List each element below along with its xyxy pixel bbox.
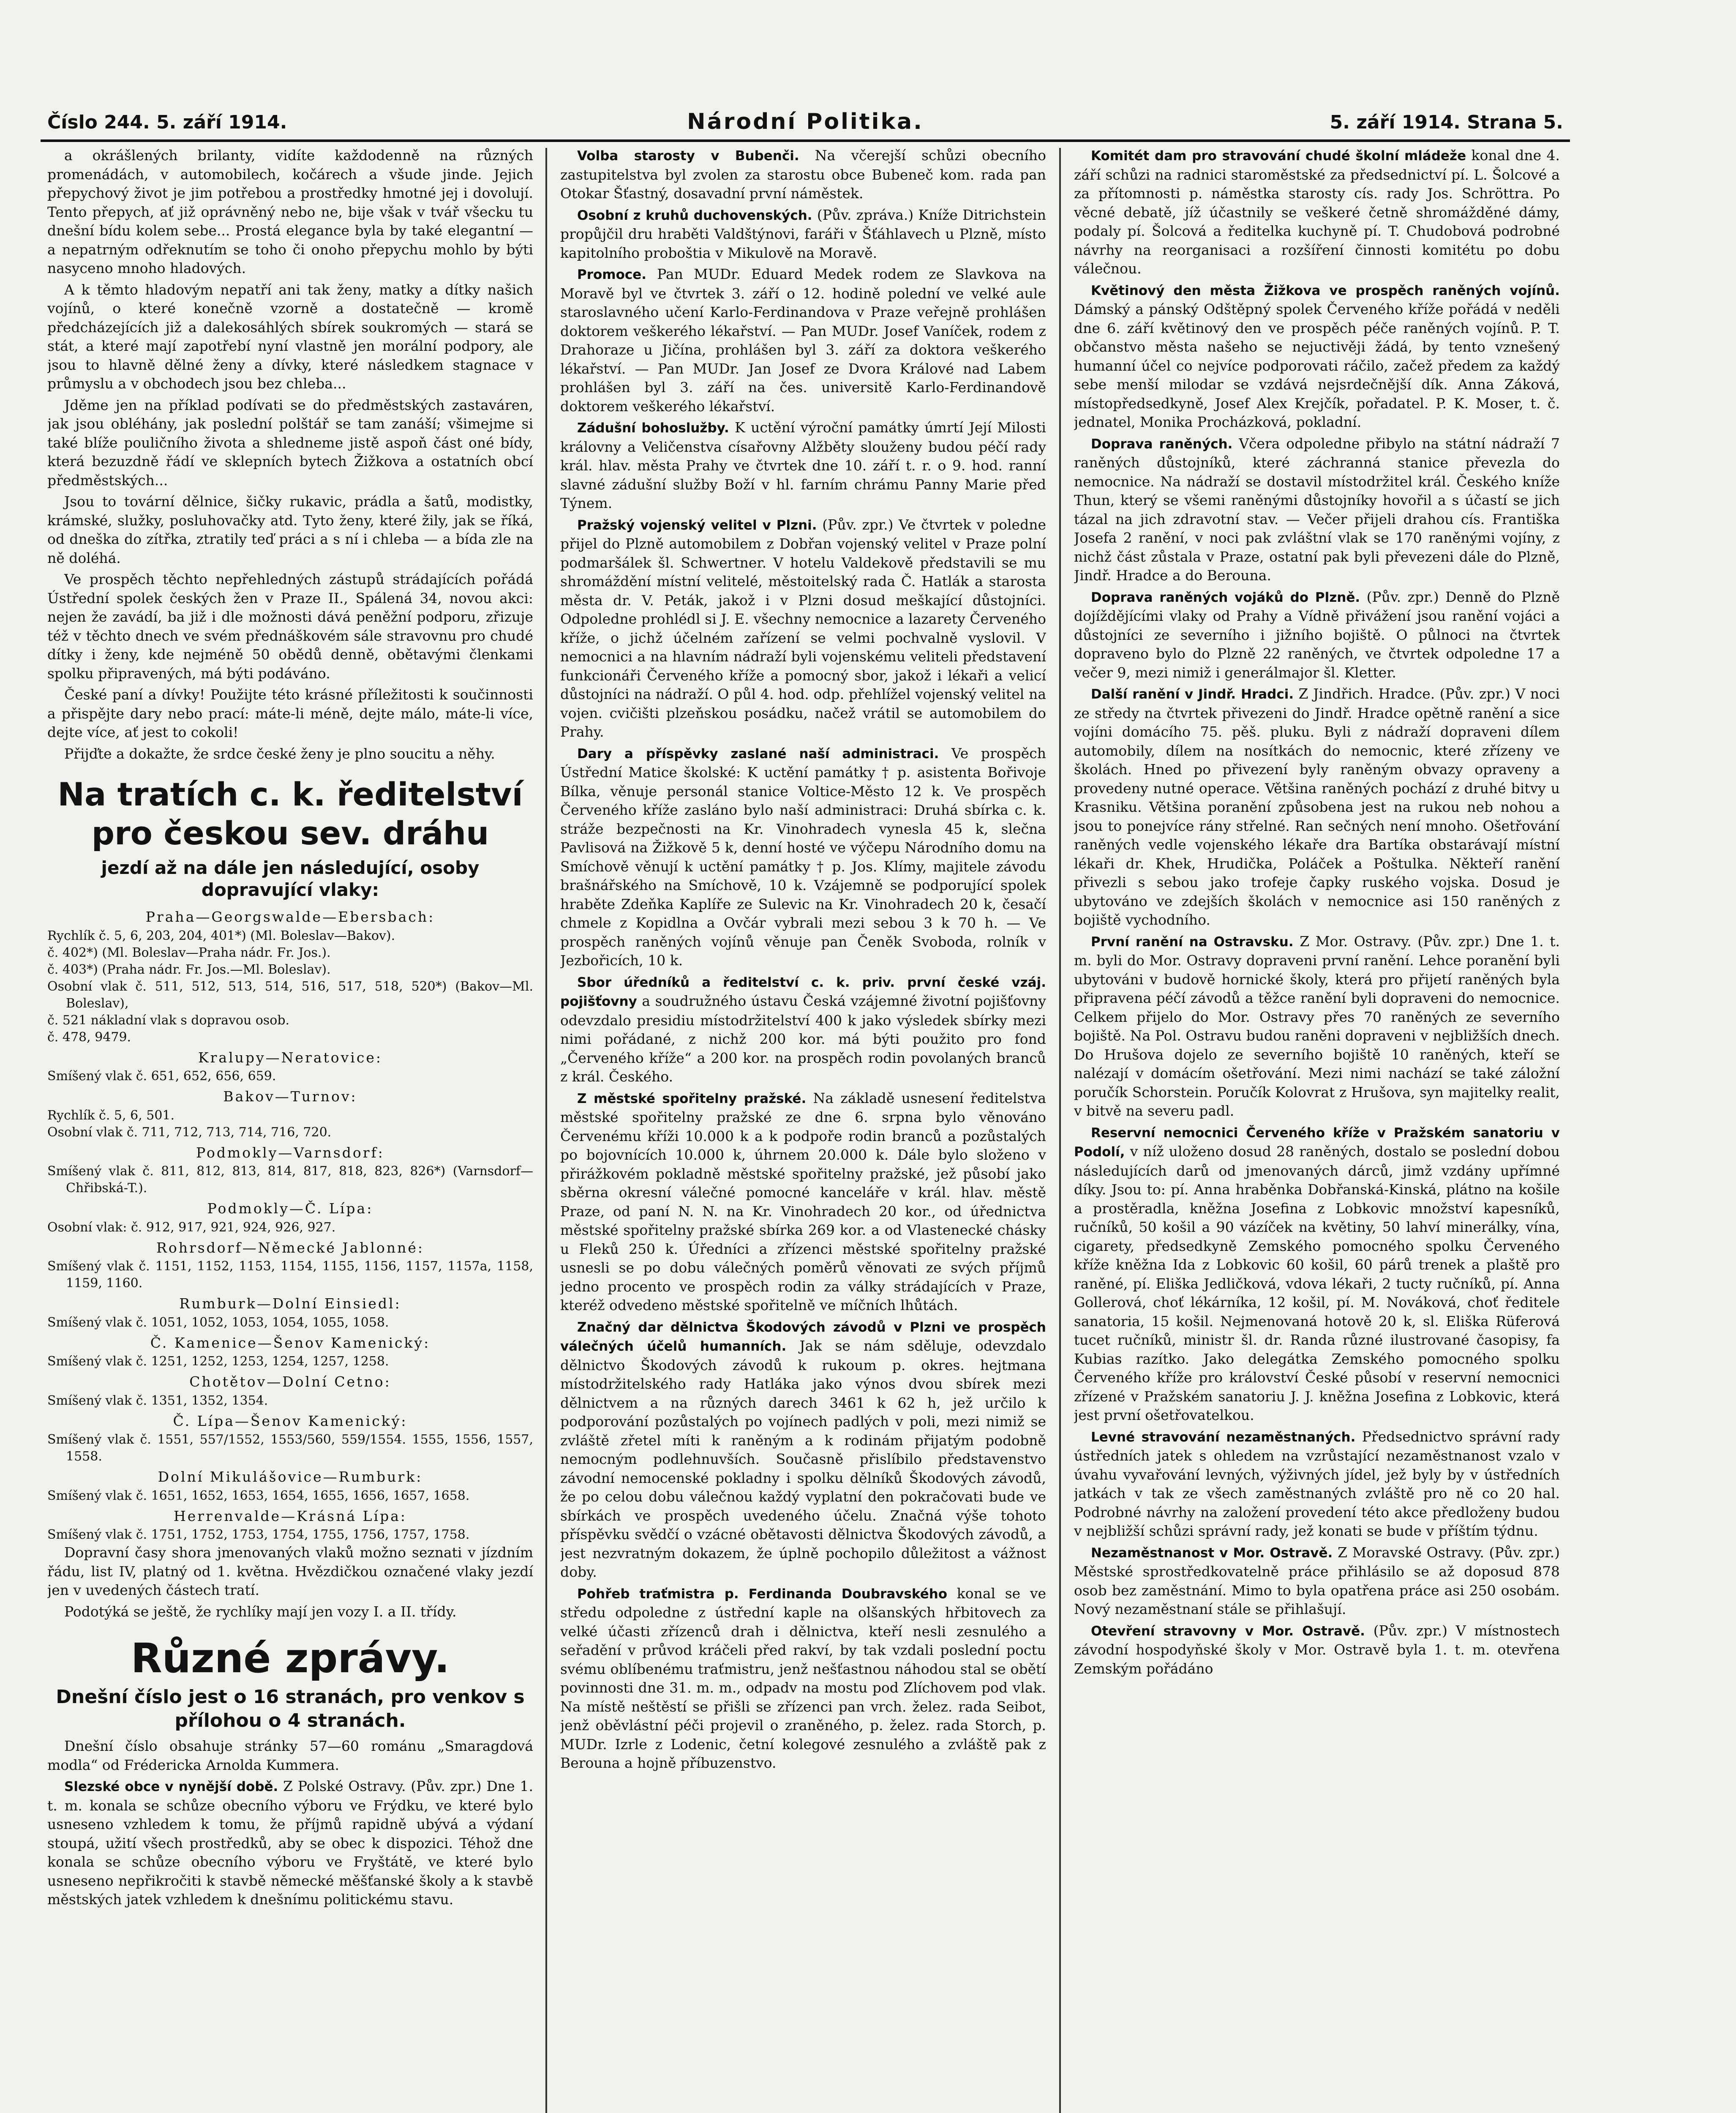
route-name: Chotětov—Dolní Cetno: xyxy=(189,1373,391,1390)
route-name: Č. Lípa—Šenov Kamenický: xyxy=(173,1412,408,1429)
railway-note: Dopravní časy shora jmenovaných vlaků možno seznati v jízdním řádu, list IV, platný od 1. května. Hvězdičkou označené vlaky jezdí jen v uvedených částech tratí. xyxy=(47,1544,533,1598)
news-headline: Další ranění v Jindř. Hradci. xyxy=(1091,687,1294,702)
news-text: Včera odpoledne přibylo na státní nádraží 7 raněných důstojníků, které záchranná stanice převezla do nemocnice. Na nádraží se dostavil místodržitel král. Českého kníže Thun, který se všemi raněnými důstojníky hovořil a s účastí se jich tázal na jich zdravotní stav. — Večer přijeli drahou cís. Františka Josefa 2 ranění, v noci pak zvláštní vlak se 170 raněnými vojíny, z nichž část zůstala v Praze, ostatní pak byli převezeni dále do Plzně, Jindř. Hradce a do Berouna. xyxy=(1074,435,1560,584)
railway-note: Podotýká se ještě, že rychlíky mají jen vozy I. a II. třídy. xyxy=(64,1603,457,1620)
news-item xyxy=(560,516,1046,742)
news-item xyxy=(1074,281,1560,432)
section-heading: Různé zprávy. xyxy=(131,1635,450,1682)
route-name: Podmokly—Varnsdorf: xyxy=(196,1144,384,1161)
route-trains: č. 402*) (Ml. Boleslav—Praha nádr. Fr. Jos.). xyxy=(47,945,331,960)
news-text: a soudružného ústavu Česká vzájemné životní pojišťovny odevzdalo presidiu místodržitelství 400 k jako výsledek sbírky mezi nimi pořádané, z nichž 200 kor. má býti použito pro fond „Červeného kříže“ a 200 kor. na prospěch rodin povolaných branců z král. Českého. xyxy=(560,993,1046,1085)
route-trains: Smíšený vlak č. 1351, 1352, 1354. xyxy=(47,1393,268,1408)
route-trains: Osobní vlak č. 711, 712, 713, 714, 716, 720. xyxy=(47,1125,332,1140)
novel-notice: Dnešní číslo obsahuje stránky 57—60 románu „Smaragdová modla“ od Frédericka Arnolda Kummera. xyxy=(47,1738,533,1773)
article-paragraph: Ve prospěch těchto nepřehledných zástupů strádajících pořádá Ústřední spolek českých žen v Praze II., Spálená 34, novou akci: nejen že zavádí, ba již i dle možnosti dává peněžní podporu, zřizuje též v těchto dnech ve svém přednáškovém sále stravovnu pro chudé dítky i ženy, kde nejméně 50 obědů denně, obětavými členkami spolku připravených, má býti podáváno. xyxy=(47,571,533,682)
news-text: Pan MUDr. Eduard Medek rodem ze Slavkova na Moravě byl ve čtvrtek 3. září o 12. hodině polední ve velké aule staroslavného učení Karlo-Ferdinandova v Praze veřejně prohlášen doktorem veškerého lékařství. — Pan MUDr. Josef Vaníček, rodem z Drahoraze u Jičína, prohlášen byl 3. září za doktora veškerého lékařství. — Pan MUDr. Jan Josef ze Dvora Králové nad Labem prohlášen byl 3. září na čes. universitě Karlo-Ferdinandově doktorem veškerého lékařství. xyxy=(560,266,1046,415)
news-text: (Pův. zpr.) Ve čtvrtek v poledne přijel do Plzně automobilem z Dobřan vojenský velitel v Praze polní podmaršálek šl. Schwertner. V hotelu Valdekově představili se mu shromáždění místní velitelé, městoitelský rada Č. Hatlák a starosta města dr. V. Peták, jakož i v Plzni dosud meškající důstojníci. Odpoledne prohlédl si J. E. všechny nemocnice a lazarety Červeného kříže, o jichž účelném zařízení se velmi pochvalně vyslovil. V nemocnici a na hlavním nádraží byli vojenskému veliteli představení funkcionáři Červeného kříže a pomocný sbor, jakož i lékaři a velicí důstojníci na nádraží. O půl 4. hod. odp. přehlížel vojenský velitel na vojen. cvičišti plzeňskou posádku, načež vrátil se automobilem do Prahy. xyxy=(560,516,1046,740)
news-item xyxy=(560,1584,1046,1773)
news-text: Na včerejší schůzi obecního zastupitelstva byl zvolen za starostu obce Bubeneč kom. rada pan Otokar Šťastný, dosavadní první náměstek. xyxy=(560,147,1046,202)
news-headline: Reservní nemocnici Červeného kříže v Pražském sanatoriu v Podolí, xyxy=(1074,1125,1560,1160)
column-3 xyxy=(1074,146,1560,2113)
route-trains: Smíšený vlak č. 1051, 1052, 1053, 1054, 1055, 1058. xyxy=(47,1315,389,1330)
news-headline: Slezské obce v nynější době. xyxy=(64,1779,278,1794)
news-item xyxy=(1074,588,1560,682)
news-text: Z Jindřich. Hradce. (Pův. zpr.) V noci ze středy na čtvrtek přivezeni do Jindř. Hradce opětně ranění a sice vojíni domácího 75. pěš. pluku. Byli z nádraží dopraveni dílem automobily, dílem na nosítkách do nemocnic, které zřízeny ve školách. Hned po přivezení byly raněným obvazy opraveny a provedeny nutné operace. Většina raněných pochází z druhé bitvy u Krasniku. Většina poranění způsobena jest na rukou neb nohou a jsou to ponejvíce rány střelné. Ran sečných není mnoho. Ošetřování raněných vedle vojenského lékaře dra Bartíka obstarávají místní lékaři dr. Khek, Hrudička, Poláček a Poštulka. Někteří ranění přivezli s sebou jako trofeje čapky ruského vojska. Dosud je ubytováno ve zdejších školách v nemocnice asi 150 raněných z bojiště vychodního. xyxy=(1074,685,1560,928)
news-text: (Pův. zpr.) V místnostech závodní hospodyňské školy v Mor. Ostravě byla 1. t. m. otevřena Zemským pořádáno xyxy=(1074,1622,1560,1677)
news-headline: Promoce. xyxy=(577,267,647,282)
railway-heading: Na tratích c. k. ředitelství pro českou sev. dráhu xyxy=(57,775,523,852)
route-trains: Smíšený vlak č. 1251, 1252, 1253, 1254, 1257, 1258. xyxy=(47,1354,389,1369)
newspaper-page xyxy=(41,106,1570,2113)
route-trains: Smíšený vlak č. 1551, 557/1552, 1553/560, 559/1554. 1555, 1556, 1557, 1558. xyxy=(47,1432,533,1464)
route-name: Podmokly—Č. Lípa: xyxy=(207,1200,373,1217)
news-text: konal se ve středu odpoledne z ústřední kaple na olšanských hřbitovech za velké účasti zřízenců drah i dělnictva, kteří nesli zesnulého a seřadění v průvod kráčeli před rakví, by tak vzdali poslední poctu svému oblíbenému traťmistru, jenž nešťastnou náhodou stal se obětí povinnosti dne 31. m. m., odpadv na mostu pod Zlíchovem pod vlak. Na místě neštěstí se přišli se zřízenci pan vrch. želez. rada Seibot, jenž oběvlástní péči projevil o zraněného, p. želez. rada Storch, p. MUDr. Izrle z Lodenic, četní kolegové zesnulého a zvláště pak z Berouna a hojně příbuzenstvo. xyxy=(560,1585,1046,1771)
news-headline: Otevření stravovny v Mor. Ostravě. xyxy=(1091,1623,1365,1639)
news-headline: Z městské spořitelny pražské. xyxy=(577,1091,807,1106)
news-text: Předsednictvo správní rady ústředních jatek s ohledem na vzrůstající nezaměstnanost vzalo v úvahu vyvařování levných, výživných jídel, jež byly by v ústředních jatkách v tak ze všech zaměstnaných zvláště pro ně co 20 hal. Podrobné návrhy na založení provedení této akce předloženy budou v nejbližší schůzi správní rady, jež konati se bude v příštím týdnu. xyxy=(1074,1428,1560,1539)
news-headline: Volba starosty v Bubenči. xyxy=(577,148,799,164)
news-item xyxy=(560,206,1046,263)
news-headline: Sbor úředníků a ředitelství c. k. priv. první české vzáj. pojišťovny xyxy=(560,975,1046,1009)
news-item xyxy=(560,265,1046,416)
news-text: Z Mor. Ostravy. (Pův. zpr.) Dne 1. t. m. byli do Mor. Ostravy dopraveni první ranění. Lehce poranění byli ubytováni v budově hornické školy, která pro přijetí raněných byla připravena péčí závodů a těžce ranění byli dopraveni do nemocnice. Celkem přijelo do Mor. Ostravy přes 70 raněných ze severního bojiště. Na Pol. Ostravu budou raněni dopraveni v nejbližších dnech. Do Hrušova dojelo ze severního bojiště 10 raněných, kteří se nalézají v domácím ošetřování. Mezi nimi nachází se také záložní poručík Schorstein. Poručík Kolovrat z Hrušova, syn majitelky realit, v bitvě na severu padl. xyxy=(1074,933,1560,1119)
railway-subheading: jezdí až na dále jen následující, osoby dopravující vlaky: xyxy=(101,857,480,900)
news-text: v níž uloženo dosud 28 raněných, dostalo se poslední dobou následujících darů od jmenovaných dárců, jimž vzdány upřímné díky. Jsou to: pí. Anna hraběnka Dobřanská-Kinská, plátno na košile a prostěradla, kněžna Josefina z Lobkovic množství kapesníků, ručníků, 50 košil a 90 vázíček na květiny, 50 lahví minerálky, vína, cigarety, předsedkyně Zemského pomocného spolku Červeného kříže kněžna Ida z Lobkovic 60 košil, 60 párů trenek a plaště pro raněné, pí. Eliška Jedličková, vdova lékaři, 2 tucty ručníků, pí. Anna Gollerová, choť lékárníka, 12 košil, pí. M. Nováková, choť ředitele sanatoria, 15 košil. Nejmenovaná hotově 20 k, sl. Eliška Rüferová tucet ručníků, ministr šl. dr. Randa různé ilustrované časopisy, fa Kubias razítko. Jako delegátka Zemského pomocného spolku Červeného kříže pro království České působí v reservní nemocnici zřízené v Pražském sanatoriu J. J. kněžna Josefina z Lobkovic, která jest první ošetřovatelkou. xyxy=(1074,1143,1560,1423)
news-item xyxy=(560,973,1046,1087)
route-trains: č. 521 nákladní vlak s dopravou osob. xyxy=(47,1013,290,1028)
news-item xyxy=(560,744,1046,970)
route-trains: Osobní vlak: č. 912, 917, 921, 924, 926, 927. xyxy=(47,1220,336,1235)
news-item xyxy=(1074,932,1560,1121)
article-paragraph: Jsou to tovární dělnice, šičky rukavic, prádla a šatů, modistky, krámské, služky, posluhovačky atd. Tyto ženy, které žily, jak se říká, od dneška do zítřka, ztratily teď práci a s ní i chleba — a bída zle na ně doléhá. xyxy=(47,493,533,566)
news-text: (Pův. zpr.) Denně do Plzně dojíždějícími vlaky od Prahy a Vídně přivážení jsou ranění vojáci a důstojníci ze severního i jižního bojiště. O půlnoci na čtvrtek dopraveno bylo do Plzně 22 raněných, ve čtvrtek odpoledne 17 a večer 9, mezi nimiž i generálmajor šl. Kletter. xyxy=(1074,588,1560,681)
article-paragraph: A k těmto hladovým nepatří ani tak ženy, matky a dítky našich vojínů, o které konečně vzorně a dostatečně — kromě předcházejících již a dalekosáhlých sbírek soukromých — stará se stát, a které mají zapotřebí nyní vlastně jen morální podpory, ale jsou to hlavně dělné ženy a dívky, které následkem stagnace v průmyslu a v obchodech jsou bez chleba... xyxy=(47,281,533,392)
column-1 xyxy=(47,146,533,2113)
column-2 xyxy=(560,146,1046,2113)
page-date-number: 5. září 1914. Strana 5. xyxy=(1330,112,1563,133)
route-trains: Smíšený vlak č. 1751, 1752, 1753, 1754, 1755, 1756, 1757, 1758. xyxy=(47,1527,470,1542)
news-text: Jak se nám sděluje, odevzdalo dělnictvo Škodových závodů k rukoum p. okres. hejtmana místodržitelského rady Hatláka jako výnos dvou sbírek mezi dělnictvem a na různých darech 3461 k 62 h, jež určilo k podporování pozůstalých po vojínech padlých v poli, mezi nimiž se zvláště zřetel míti k raněným a k rodinám přijatým podobně nemocným podlehnuvších. Současně přislíbilo představenstvo závodní nemocenské pokladny i spolku dělníků Škodových závodů, že po celou dobu válečnou každý vyplatní den pokračovati bude ve sbírkách ve prospěch uvedeného účelu. Značná výše tohoto příspěvku svědčí o vzácné obětavosti dělnictva Škodových závodů, a jest nezvratným dokazem, že úplně pochopilo důležitost a vážnost doby. xyxy=(560,1338,1046,1580)
news-text: Z Moravské Ostravy. (Pův. zpr.) Městské sprostředkovatelně práce přihlásilo se až doposud 878 osob bez zaměstnání. Mimo to byla opatřena práce asi 250 osobám. Nový nezaměstnaní stále se přihlašují. xyxy=(1074,1544,1560,1617)
page-header xyxy=(41,106,1570,142)
news-headline: Květinový den města Žižkova ve prospěch raněných vojínů. xyxy=(1091,283,1560,298)
route-trains: Osobní vlak č. 511, 512, 513, 514, 516, 517, 518, 520*) (Bakov—Ml. Boleslav), xyxy=(47,979,533,1011)
article-paragraph: České paní a dívky! Použijte této krásné příležitosti k součinnosti a přispějte dary nebo prací: máte-li méně, dejte málo, máte-li více, dejte více, ať jest to cokoli! xyxy=(47,686,533,740)
news-headline: První ranění na Ostravsku. xyxy=(1091,934,1294,950)
news-headline: Doprava raněných vojáků do Plzně. xyxy=(1091,590,1360,605)
news-text: (Pův. zpráva.) Kníže Ditrichstein propůjčil dru hraběti Valdštýnovi, faráři v Šťáhlavech u Plzně, místo kapitolního proboštia v Mikulově na Moravě. xyxy=(560,206,1046,261)
article-paragraph: Přijďte a dokažte, že srdce české ženy je plno soucitu a něhy. xyxy=(64,745,495,762)
news-item xyxy=(1074,1428,1560,1541)
news-text: Dámský a pánský Odštěpný spolek Červeného kříže pořádá v neděli dne 6. září květinový den ve prospěch péče raněných vojínů. P. T. občanstvo města našeho se nejuctivěji žádá, by tento vznešený humanní účel co nejvíce podporovati ráčilo, začež předem za každý sebe menší milodar se vzdává nejsrdečnější dík. Anna Záková, místopředsedkyně, Josef Alex Krejčík, pořadatel. P. K. Moser, t. č. jednatel, Monika Procházková, pokladní. xyxy=(1074,301,1560,430)
news-item xyxy=(1074,1622,1560,1679)
news-item xyxy=(1074,1543,1560,1619)
news-headline: Doprava raněných. xyxy=(1091,436,1233,452)
column-divider xyxy=(545,148,547,2113)
route-trains: Smíšený vlak č. 1651, 1652, 1653, 1654, 1655, 1656, 1657, 1658. xyxy=(47,1488,470,1503)
news-item xyxy=(560,1089,1046,1315)
news-headline: Pohřeb traťmistra p. Ferdinanda Doubravského xyxy=(577,1586,948,1602)
route-name: Č. Kamenice—Šenov Kamenický: xyxy=(150,1334,431,1351)
route-name: Rohrsdorf—Německé Jablonné: xyxy=(156,1239,424,1256)
news-headline: Zádušní bohoslužby. xyxy=(577,420,729,436)
route-trains: č. 478, 9479. xyxy=(47,1029,131,1045)
route-trains: Rychlík č. 5, 6, 203, 204, 401*) (Ml. Boleslav—Bakov). xyxy=(47,928,395,943)
article-paragraph: Jděme jen na příklad podívati se do předměstských zastaváren, jak jsou obléhány, jak poslední polštář se tam zanáší; všimejme si také blíže pouličního života a shledneme jistě aspoň část oné bídy, která bezuzdně řádí ve sklepních bytech Žižkova a ostatních obcí předměstských... xyxy=(47,396,533,489)
route-name: Bakov—Turnov: xyxy=(223,1088,357,1105)
route-name: Herrenvalde—Krásná Lípa: xyxy=(173,1507,407,1524)
news-text: konal dne 4. září schůzi na radnici staroměstské za předsednictví pí. L. Šolcové a za přítomnosti p. náměstka starosty cís. rady Jos. Schröttra. Po věcné debatě, jíž účastnily se veškeré četně shromážděné dámy, podaly pí. Šolcová a ředitelka kuchyně pí. T. Chudobová podrobné návrhy na reorganisaci a rozšíření činnosti komitétu po dobu válečnou. xyxy=(1074,147,1560,277)
news-text: Z Polské Ostravy. (Pův. zpr.) Dne 1. t. m. konala se schůze obecního výboru ve Frýdku, ve které bylo usneseno vzhledem k tomu, že příjmů rapidně ubývá a výdaní stoupá, užití všech prostředků, aby se obec k dispozici. Téhož dne konala se schůze obecního výboru ve Fryštátě, ve které bylo usneseno nepřikročiti k stavbě německé měšťanské školy a k stavbě městských jatek vzhledem k dnešnímu politickému stavu. xyxy=(47,1778,533,1908)
news-text: Ve prospěch Ústřední Matice školské: K uctění památky † p. asistenta Bořivoje Bílka, věnuje personál stanice Voltice-Město 12 k. Ve prospěch Červeného kříže zasláno bylo naší administraci: Druhá sbírka c. k. stráže bezpečnosti na Kr. Vinohradech vynesla 45 k, slečna Pavlisová na Žižkově 5 k, denní hosté ve výčepu Národního domu na Smíchově věnují k uctění památky † p. Jos. Klímy, majitele závodu brašnářského na Smíchově, 10 k. Vzájemně se podporující spolek hraběte Zdeňka Kaplíře ze Sulevic na Kr. Vinohradech 20 k, česačí chmele z Kopidlna a Ovčár vybrali mezi sebou 3 k 70 h. — Ve prospěch raněných vojínů věnuje pan Čeněk Svoboda, rolník v Jezbořicích, 10 k. xyxy=(560,745,1046,969)
news-item xyxy=(1074,685,1560,930)
news-headline: Levné stravování nezaměstnaných. xyxy=(1091,1429,1356,1445)
news-headline: Pražský vojenský velitel v Plzni. xyxy=(577,517,817,533)
column-divider xyxy=(1059,148,1061,2113)
news-text: K uctění výroční památky úmrtí Její Milosti královny a Veličenstva císařovny Alžběty slouženy budou péčí rady král. hlav. města Prahy ve čtvrtek dne 10. září t. r. o 9. hod. ranní slavné zádušní služby Boží v hl. farním chrámu Panny Marie před Týnem. xyxy=(560,419,1046,511)
news-headline: Značný dar dělnictva Škodových závodů v Plzni ve prospěch válečných účelů humanních. xyxy=(560,1319,1046,1354)
masthead-title: Národní Politika. xyxy=(687,109,924,134)
page-count-notice: Dnešní číslo jest o 16 stranách, pro venkov s přílohou o 4 stranách. xyxy=(56,1686,525,1731)
route-name: Rumburk—Dolní Einsiedl: xyxy=(179,1295,401,1312)
news-item xyxy=(560,146,1046,203)
news-item xyxy=(1074,146,1560,278)
route-trains: Smíšený vlak č. 651, 652, 656, 659. xyxy=(47,1069,276,1084)
route-trains: Rychlík č. 5, 6, 501. xyxy=(47,1108,175,1123)
news-headline: Dary a příspěvky zaslané naší administraci. xyxy=(577,746,939,762)
route-trains: č. 403*) (Praha nádr. Fr. Jos.—Ml. Boleslav). xyxy=(47,962,331,977)
route-name: Praha—Georgswalde—Ebersbach: xyxy=(145,909,435,925)
route-name: Kralupy—Neratovice: xyxy=(198,1049,382,1066)
news-item xyxy=(1074,1123,1560,1425)
railway-routes xyxy=(47,908,533,1543)
news-item xyxy=(560,418,1046,513)
news-item xyxy=(560,1318,1046,1582)
news-text: Na základě usnesení ředitelstva městské spořitelny pražské ze dne 6. srpna bylo věnováno Červenému kříži 10.000 k a k podpoře rodin branců a pozůstalých po bojovnících 10.000 k, úhrnem 20.000 k. Dále bylo složeno v přirážkovém pokladně městské spořitelny pražské, jež působí jako sběrna okresní válečné pomocné kanceláře v král. hlav. městě Praze, od paní N. N. na Kr. Vinohradech 20 kor., od úřednictva městské spořitelny pražské sbírka 269 kor. a od Vlastenecké chásky u Fleků 250 k. Úředníci a zřízenci městské spořitelny pražské usnesli se po dobu válečných poměrů věnovati ze svých příjmů jedno procento ve prospěch rodin za války strádajících v Praze, kteréž odvedeno městské spořitelně ve míčních lhůtách. xyxy=(560,1089,1046,1313)
news-headline: Osobní z kruhů duchovenských. xyxy=(577,207,812,223)
news-item xyxy=(47,1777,533,1909)
route-trains: Smíšený vlak č. 1151, 1152, 1153, 1154, 1155, 1156, 1157, 1157a, 1158, 1159, 1160. xyxy=(47,1259,533,1291)
route-trains: Smíšený vlak č. 811, 812, 813, 814, 817, 818, 823, 826*) (Varnsdorf—Chřibská-T.). xyxy=(47,1164,533,1196)
route-name: Dolní Mikulášovice—Rumburk: xyxy=(158,1469,423,1485)
news-headline: Nezaměstnanost v Mor. Ostravě. xyxy=(1091,1545,1333,1561)
news-headline: Komitét dam pro stravování chudé školní mládeže xyxy=(1091,148,1466,164)
issue-number: Číslo 244. 5. září 1914. xyxy=(47,112,287,133)
article-paragraph: a okrášlených brilanty, vidíte každodenně na různých promenádách, v automobilech, kočárech a všude jinde. Jejich přepychový život je jim potřebou a prostředky hmotné jej i dovolují. Tento přepych, ať již oprávněný nebo ne, bije však v tvář všecku tu dnešní bídu kolem sebe... Prostá elegance byla by také elegantní — a nepatrným odřeknutím se toho či onoho přepychu mohlo by býti nasyceno mnoho hladových. xyxy=(47,147,533,276)
news-item xyxy=(1074,434,1560,585)
